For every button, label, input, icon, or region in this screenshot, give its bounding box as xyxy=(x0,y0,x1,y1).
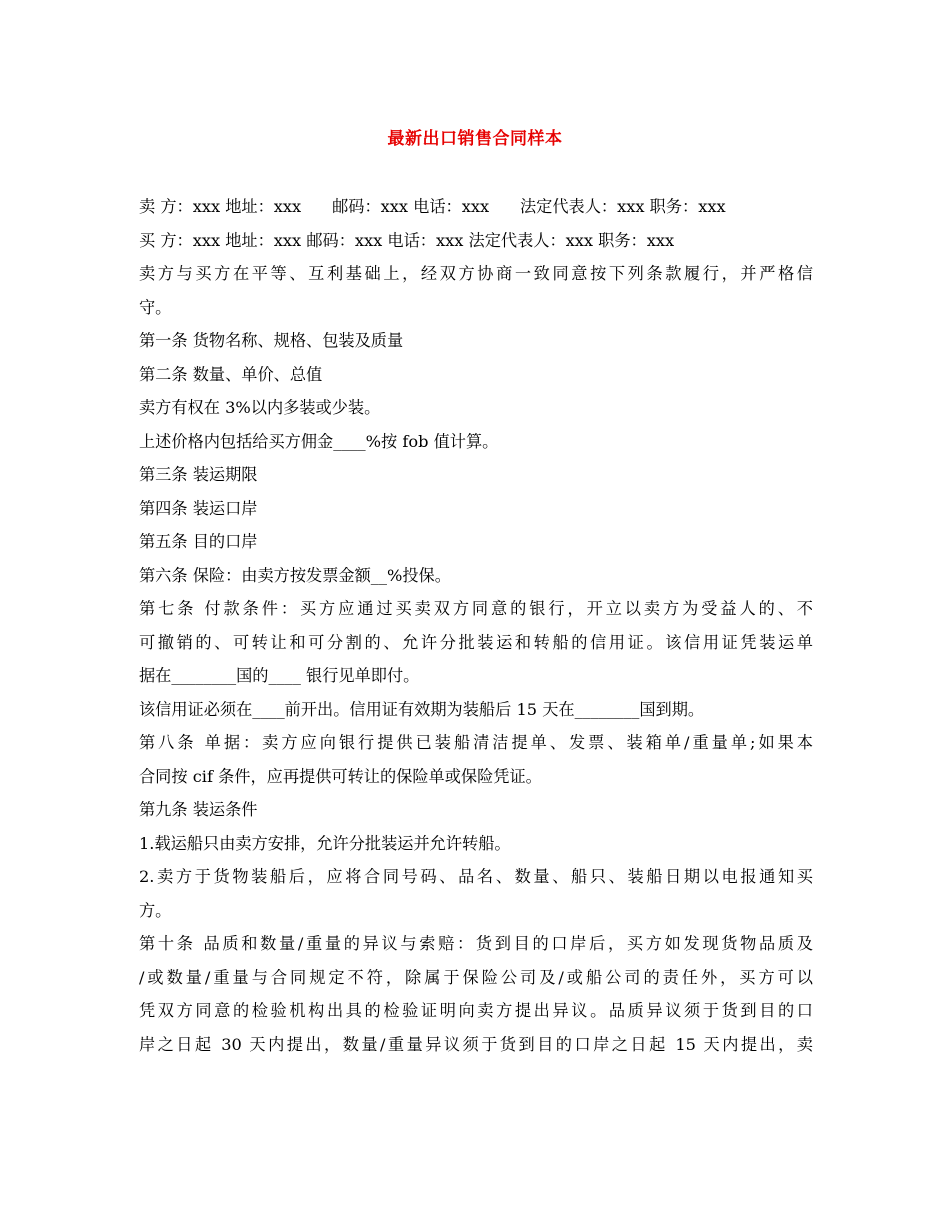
document-line: 卖方有权在 3%以内多装或少装。 xyxy=(139,398,381,417)
document-body xyxy=(139,190,813,1061)
document-line: 第五条 目的口岸 xyxy=(139,532,258,551)
document-line: 方。 xyxy=(139,900,172,920)
document-line: 第六条 保险：由卖方按发票金额__%投保。 xyxy=(139,565,451,585)
document-line: 卖方与买方在平等、互利基础上，经双方协商一致同意按下列条款履行，并严格信 xyxy=(139,264,813,283)
document-line: 第三条 装运期限 xyxy=(139,465,258,484)
document-line: 据在________国的____ 银行见单即付。 xyxy=(139,666,420,685)
document-line: 2.卖方于货物装船后，应将合同号码、品名、数量、船只、装船日期以电报通知买 xyxy=(139,867,813,886)
document-line: 第九条 装运条件 xyxy=(139,800,258,819)
document-line: 第七条 付款条件：买方应通过买卖双方同意的银行，开立以卖方为受益人的、不 xyxy=(139,599,813,618)
document-line: 第四条 装运口岸 xyxy=(139,498,258,518)
document-line: 第八条 单据：卖方应向银行提供已装船清洁提单、发票、装箱单/重量单;如果本 xyxy=(139,733,813,752)
document-line: 合同按 cif 条件，应再提供可转让的保险单或保险凭证。 xyxy=(139,766,542,786)
document-line: 该信用证必须在____前开出。信用证有效期为装船后 15 天在________国到期。 xyxy=(139,699,705,719)
document-line: 第一条 货物名称、规格、包装及质量 xyxy=(139,331,404,350)
document-line: 可撤销的、可转让和可分割的、允许分批装运和转船的信用证。该信用证凭装运单 xyxy=(139,632,813,652)
document-title: 最新出口销售合同样本 xyxy=(387,129,563,149)
document-line: 卖 方：xxx 地址：xxx 邮码：xxx 电话：xxx 法定代表人：xxx 职务：xxx xyxy=(139,197,726,216)
document-line: 1.载运船只由卖方安排，允许分批装运并允许转船。 xyxy=(139,833,511,853)
document-line: 第二条 数量、单价、总值 xyxy=(139,364,323,384)
document-line: 凭双方同意的检验机构出具的检验证明向卖方提出异议。品质异议须于货到目的口 xyxy=(139,1001,813,1020)
document-line: 第十条 品质和数量/重量的异议与索赔：货到目的口岸后，买方如发现货物品质及 xyxy=(139,934,813,953)
document-line: 岸之日起 30 天内提出，数量/重量异议须于货到目的口岸之日起 15 天内提出，卖 xyxy=(139,1034,813,1054)
document-line: 买 方：xxx 地址：xxx 邮码：xxx 电话：xxx 法定代表人：xxx 职务：xxx xyxy=(139,230,675,250)
document-line: /或数量/重量与合同规定不符，除属于保险公司及/或船公司的责任外，买方可以 xyxy=(139,967,813,987)
document-line: 守。 xyxy=(139,297,172,317)
document-line: 上述价格内包括给买方佣金____%按 fob 值计算。 xyxy=(139,431,499,451)
